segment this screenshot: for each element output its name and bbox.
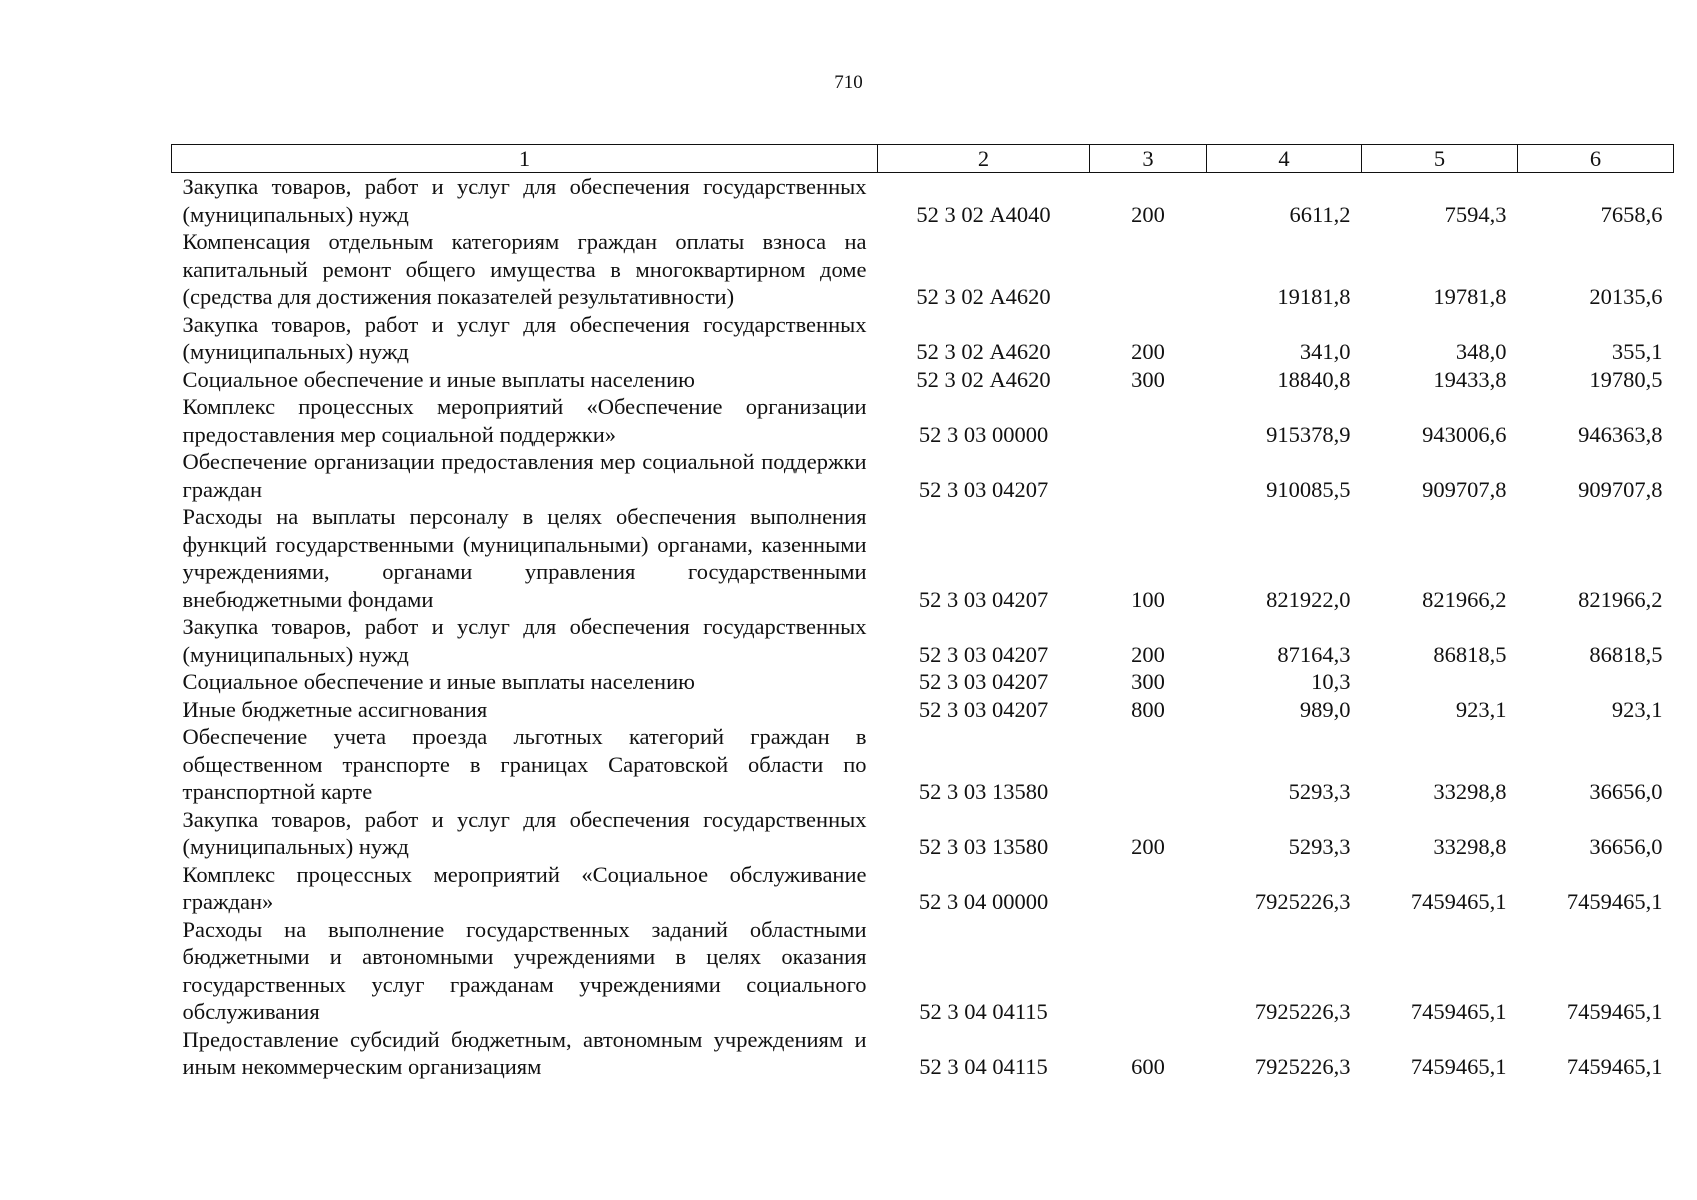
row-amount-2: 19433,8 [1433,366,1507,392]
table-row [172,173,1674,229]
row-code: 52 3 03 13580 [918,834,1049,859]
row-name: Предоставление субсидий бюджетным, автономным учреждениям и иным некоммерческим организациям [182,1026,867,1079]
row-code: 52 3 02 А4620 [916,366,1051,392]
row-amount-1: 7925226,3 [1254,999,1351,1024]
row-code: 52 3 03 04207 [918,669,1049,694]
row-expense-type [1090,393,1207,448]
row-amount-3: 86818,5 [1589,641,1663,667]
row-amount-2: 7459465,1 [1410,889,1507,914]
row-name: Закупка товаров, работ и услуг для обеспечения государственных (муниципальных) нужд [182,806,867,859]
header-row [172,145,1674,173]
row-amount-3: 7658,6 [1600,201,1663,227]
row-expense-type: 200 [1131,201,1165,227]
row-amount-1: 10,3 [1311,669,1351,694]
column-header-amount-3: 6 [1518,145,1674,173]
row-amount-2: 7459465,1 [1410,999,1507,1024]
row-name: Комплекс процессных мероприятий «Социальное обслуживание граждан» [182,861,867,914]
table-row [172,613,1674,668]
row-name: Обеспечение организации предоставления мер социальной поддержки граждан [182,449,867,502]
row-amount-3: 36656,0 [1589,834,1663,859]
row-expense-type: 800 [1131,696,1165,722]
table-row [172,393,1674,448]
row-amount-2 [1362,668,1518,696]
row-amount-1: 989,0 [1299,696,1351,722]
row-amount-1: 821922,0 [1266,586,1351,612]
row-name: Компенсация отдельным категориям граждан оплаты взноса на капитальный ремонт общего имущества в многоквартирном доме (средства для достижения показателей результативности) [182,229,867,309]
row-expense-type: 300 [1131,669,1165,694]
row-amount-1: 341,0 [1299,339,1351,364]
table-body [172,173,1674,1081]
row-code: 52 3 03 00000 [918,421,1049,447]
row-amount-1: 18840,8 [1277,366,1351,392]
table-row [172,228,1674,311]
row-amount-2: 909707,8 [1422,476,1507,502]
row-amount-2: 943006,6 [1422,421,1507,447]
row-amount-2: 33298,8 [1433,834,1507,859]
row-code: 52 3 03 04207 [918,641,1049,667]
row-amount-3: 946363,8 [1578,421,1663,447]
table-row [172,668,1674,696]
row-name: Расходы на выполнение государственных заданий областными бюджетными и автономными учреждениями в целях оказания государственных услуг гражданам учреждениями социального обслуживания [182,916,867,1024]
column-header-amount-2: 5 [1362,145,1518,173]
row-expense-type: 200 [1131,339,1165,364]
row-amount-2: 821966,2 [1422,586,1507,612]
row-expense-type: 200 [1131,834,1165,859]
table-row [172,366,1674,394]
row-name: Расходы на выплаты персоналу в целях обеспечения выполнения функций государственными (муниципальными) органами, казенными учреждениями, органами управления государственными внебюджетными фондами [182,504,867,612]
table-row [172,916,1674,1026]
row-code: 52 3 03 04207 [918,476,1049,502]
table-row [172,448,1674,503]
row-code: 52 3 03 04207 [918,696,1049,722]
row-name: Социальное обеспечение и иные выплаты населению [182,669,695,694]
row-expense-type: 600 [1131,1054,1165,1079]
row-name: Закупка товаров, работ и услуг для обеспечения государственных (муниципальных) нужд [182,614,867,667]
row-amount-1: 7925226,3 [1254,889,1351,914]
table-row [172,503,1674,613]
row-amount-2: 33298,8 [1433,779,1507,804]
row-amount-2: 7594,3 [1444,201,1507,227]
table-row [172,311,1674,366]
row-amount-3: 7459465,1 [1566,1054,1663,1079]
row-name: Комплекс процессных мероприятий «Обеспечение организации предоставления мер социальной поддержки» [182,394,867,447]
row-amount-1: 6611,2 [1289,201,1351,227]
row-name: Иные бюджетные ассигнования [182,696,488,722]
row-amount-2: 923,1 [1455,696,1507,722]
row-amount-1: 915378,9 [1266,421,1351,447]
row-amount-3: 355,1 [1611,339,1663,364]
column-header-name: 1 [172,145,878,173]
row-amount-2: 348,0 [1455,339,1507,364]
page-number: 710 [834,72,863,93]
row-expense-type: 100 [1131,586,1165,612]
row-expense-type [1090,916,1207,1026]
row-name: Закупка товаров, работ и услуг для обеспечения государственных (муниципальных) нужд [182,311,867,364]
row-amount-3 [1518,668,1674,696]
row-amount-1: 5293,3 [1288,779,1351,804]
row-code: 52 3 04 00000 [918,889,1049,914]
row-amount-3: 20135,6 [1589,284,1663,309]
row-code: 52 3 02 А4040 [916,201,1051,227]
column-header-code: 2 [878,145,1090,173]
column-header-amount-1: 4 [1207,145,1362,173]
row-amount-3: 36656,0 [1589,779,1663,804]
row-code: 52 3 02 А4620 [916,284,1051,309]
row-expense-type [1090,448,1207,503]
row-amount-2: 19781,8 [1433,284,1507,309]
row-amount-3: 7459465,1 [1566,889,1663,914]
row-amount-3: 821966,2 [1578,586,1663,612]
table-row [172,806,1674,861]
row-name: Социальное обеспечение и иные выплаты населению [182,366,695,392]
row-amount-3: 19780,5 [1589,366,1663,392]
row-amount-1: 7925226,3 [1254,1054,1351,1079]
column-header-expense-type: 3 [1090,145,1207,173]
row-name: Обеспечение учета проезда льготных категорий граждан в общественном транспорте в границах Саратовской области по транспортной карте [182,724,867,804]
row-code: 52 3 04 04115 [919,999,1048,1024]
row-expense-type [1090,723,1207,806]
row-expense-type: 300 [1131,366,1165,392]
row-code: 52 3 02 А4620 [916,339,1051,364]
row-expense-type [1090,861,1207,916]
table-row [172,723,1674,806]
row-amount-1: 5293,3 [1288,834,1351,859]
row-amount-1: 19181,8 [1277,284,1351,309]
row-name: Закупка товаров, работ и услуг для обеспечения государственных (муниципальных) нужд [182,174,867,227]
table-row [172,1026,1674,1081]
row-amount-3: 909707,8 [1578,476,1663,502]
row-amount-1: 910085,5 [1266,476,1351,502]
row-amount-2: 7459465,1 [1410,1054,1507,1079]
row-amount-3: 923,1 [1611,696,1663,722]
row-expense-type [1090,228,1207,311]
row-code: 52 3 04 04115 [919,1054,1048,1079]
row-amount-1: 87164,3 [1277,641,1351,667]
table-row [172,696,1674,724]
row-expense-type: 200 [1131,641,1165,667]
row-amount-2: 86818,5 [1433,641,1507,667]
row-code: 52 3 03 13580 [918,779,1049,804]
row-code: 52 3 03 04207 [918,586,1049,612]
budget-table [171,144,1674,1081]
row-amount-3: 7459465,1 [1566,999,1663,1024]
table-row [172,861,1674,916]
